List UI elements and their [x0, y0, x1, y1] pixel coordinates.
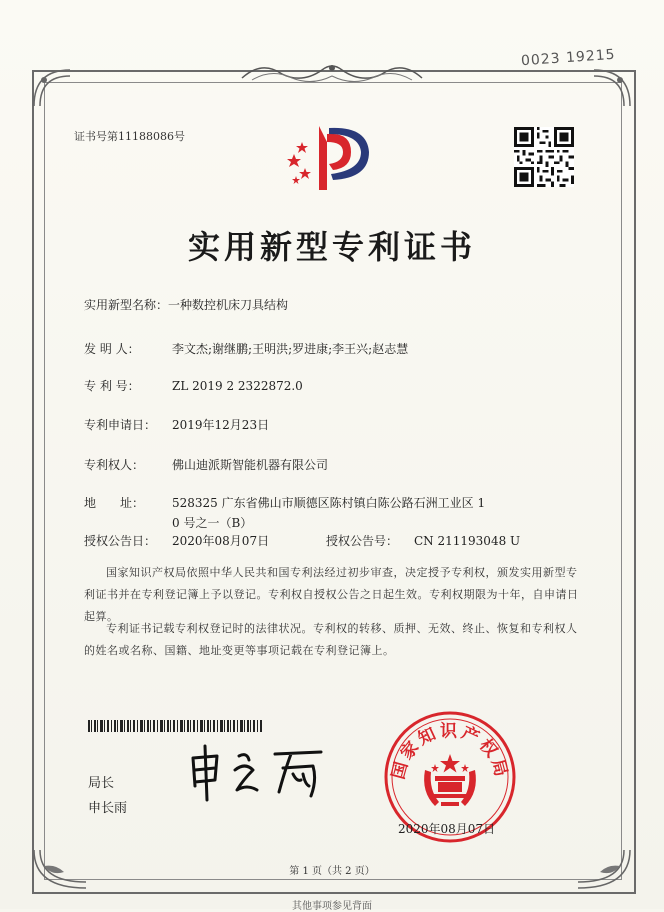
field-value: 李文杰;谢继鹏;王明洪;罗进康;李王兴;赵志慧	[172, 342, 409, 356]
certificate-number: 证书号第11188086号	[74, 130, 185, 143]
field-value: 2019年12月23日	[172, 418, 270, 432]
address-field-continued	[172, 514, 252, 531]
document-title: 实用新型专利证书	[187, 228, 476, 266]
inventor-field	[84, 340, 408, 357]
field-value: 佛山迪派斯智能机器有限公司	[172, 458, 329, 472]
field-value: 2020年08月07日	[172, 534, 270, 548]
inner-border	[44, 82, 622, 880]
patent-number-field	[84, 377, 303, 394]
signatory-name: 申长雨	[88, 801, 128, 816]
corner-ornament-top-right	[590, 66, 634, 110]
seal-text: 国家知识产权局	[388, 721, 512, 782]
handwritten-note: 0023 19215	[520, 46, 617, 70]
handwritten-signature	[183, 740, 333, 804]
grant-statement-paragraph: 国家知识产权局依照中华人民共和国专利法经过初步审查，决定授予专利权，颁发实用新型专利证书并在专利登记簿上予以登记。专利权自授权公告之日起生效。专利权期限为十年，自申请日起算。	[84, 566, 579, 623]
field-value: ZL 2019 2 2322872.0	[172, 379, 303, 393]
utility-model-name-field	[84, 296, 288, 313]
footer-note: 其他事项参见背面	[292, 901, 372, 912]
field-label: 授权公告号：	[326, 534, 399, 548]
seal-date: 2020年08月07日	[398, 822, 496, 836]
address-field	[84, 494, 485, 511]
corner-ornament-top-left	[30, 66, 74, 110]
field-label: 实用新型名称：	[84, 298, 169, 312]
field-value: 528325 广东省佛山市顺德区陈村镇白陈公路石洲工业区 1	[172, 496, 486, 510]
field-label: 专 利 号：	[84, 379, 140, 393]
field-label: 授权公告日：	[84, 534, 157, 548]
field-value: 一种数控机床刀具结构	[168, 298, 289, 312]
signatory-title: 局长	[88, 776, 115, 791]
field-label: 专利权人：	[84, 458, 145, 472]
field-value: 0 号之一（B）	[172, 516, 253, 530]
legal-status-paragraph: 专利证书记载专利权登记时的法律状况。专利权的转移、质押、无效、终止、恢复和专利权人的姓名或名称、国籍、地址变更等事项记载在专利登记簿上。	[84, 622, 578, 657]
grant-number-field	[326, 532, 520, 549]
field-label: 专利申请日：	[84, 418, 157, 432]
field-label: 地 址：	[84, 496, 145, 510]
field-label: 发 明 人：	[84, 342, 140, 356]
field-value: CN 211193048 U	[414, 534, 521, 548]
barcode-icon	[88, 720, 262, 732]
filing-date-field	[84, 416, 269, 433]
cnipa-logo-icon	[285, 120, 375, 194]
top-ornament	[232, 58, 432, 86]
page-number: 第 1 页（共 2 页）	[289, 866, 375, 877]
qr-code-icon	[514, 127, 574, 187]
patentee-field	[84, 456, 328, 473]
grant-date-field	[84, 532, 269, 549]
